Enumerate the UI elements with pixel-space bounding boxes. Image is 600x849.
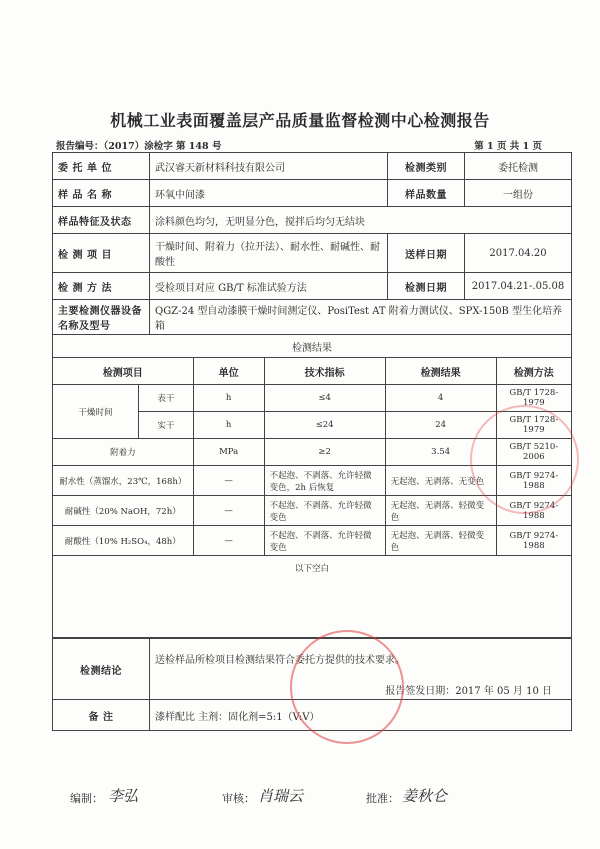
blank-note: 以下空白: [53, 556, 571, 638]
row-unit: h: [193, 412, 264, 439]
test-date-label: 检测日期: [388, 273, 465, 300]
sample-name-value: 环氧中间漆: [150, 180, 388, 207]
row-spec: ≤4: [264, 385, 385, 412]
compiled-by-signature: 李弘: [108, 787, 139, 805]
row-spec: 不起泡、不剥落、允许轻微变色: [264, 496, 385, 526]
send-date-value: 2017.04.20: [465, 234, 572, 273]
client-label: 委 托 单 位: [53, 153, 150, 180]
row-unit: —: [193, 466, 264, 496]
row-method: GB/T 9274-1988: [496, 496, 571, 526]
row-method: GB/T 1728-1979: [496, 412, 571, 439]
page-info: 第 1 页 共 1 页: [474, 141, 542, 152]
row-sub: 表干: [139, 385, 194, 412]
col-unit: 单位: [193, 358, 264, 385]
conclusion-label: 检测结论: [53, 639, 150, 700]
results-heading: 检测结果: [53, 335, 572, 358]
col-item: 检测项目: [53, 358, 193, 385]
row-unit: MPa: [193, 439, 264, 466]
test-type-value: 委托检测: [465, 153, 572, 180]
row-method: GB/T 9274-1988: [496, 466, 571, 496]
test-method-label: 检 测 方 法: [53, 273, 150, 300]
instrument-value: QGZ-24 型自动漆膜干燥时间测定仪、PosiTest AT 附着力测试仪、SPX-150B 型生化培养箱: [150, 300, 572, 335]
test-type-label: 检测类别: [388, 153, 465, 180]
col-result: 检测结果: [385, 358, 496, 385]
row-spec: 不起泡、不剥落、允许轻微变色，2h 后恢复: [264, 466, 385, 496]
test-items-value: 干燥时间、附着力（拉开法）、耐水性、耐碱性、耐酸性: [150, 234, 388, 273]
row-result: 3.54: [385, 439, 496, 466]
approved-by-signature: 姜秋仑: [402, 787, 448, 805]
row-unit: —: [193, 496, 264, 526]
row-spec: ≤24: [264, 412, 385, 439]
row-result: 24: [385, 412, 496, 439]
remark-value: 漆样配比 主剂：固化剂=5:1（V:V）: [150, 700, 572, 731]
approved-by-label: 批准：: [366, 792, 399, 805]
sample-feature-label: 样品特征及状态: [53, 207, 150, 234]
row-result: 无起泡、无剥落、轻微变色: [385, 496, 496, 526]
row-item: 耐酸性（10% H₂SO₄，48h）: [53, 526, 193, 556]
table-row: [53, 385, 571, 412]
report-number: 报告编号：（2017）涂检字 第 148 号: [56, 141, 222, 152]
row-item: 附着力: [53, 439, 193, 466]
client-value: 武汉睿天新材料科技有限公司: [150, 153, 388, 180]
row-item: 耐水性（蒸馏水，23℃，168h）: [53, 466, 193, 496]
inspection-seal-icon: [290, 630, 404, 744]
cross-page-seal-icon: [470, 405, 579, 514]
sample-name-label: 样 品 名 称: [53, 180, 150, 207]
conclusion-value: 送检样品所检项目检测结果符合委托方提供的技术要求。: [155, 655, 405, 666]
row-sub: 实干: [139, 412, 194, 439]
col-spec: 技术指标: [264, 358, 385, 385]
instrument-label: 主要检测仪器设备名称及型号: [53, 300, 150, 335]
compiled-by-label: 编制：: [70, 792, 103, 805]
reviewed-by-signature: 肖瑞云: [258, 787, 304, 805]
row-spec: ≥2: [264, 439, 385, 466]
row-result: 4: [385, 385, 496, 412]
row-result: 无起泡、无剥落、轻微变色: [385, 526, 496, 556]
table-row: [53, 526, 571, 556]
row-method: GB/T 5210-2006: [496, 439, 571, 466]
test-date-value: 2017.04.21-.05.08: [465, 273, 572, 300]
row-method: GB/T 9274-1988: [496, 526, 571, 556]
col-method: 检测方法: [496, 358, 571, 385]
row-method: GB/T 1728-1979: [496, 385, 571, 412]
test-items-label: 检 测 项 目: [53, 234, 150, 273]
send-date-label: 送样日期: [388, 234, 465, 273]
test-method-value: 受检项目对应 GB/T 标准试验方法: [150, 273, 388, 300]
row-item: 干燥时间: [53, 385, 139, 439]
row-result: 无起泡、无剥落、无变色: [385, 466, 496, 496]
row-unit: h: [193, 385, 264, 412]
issue-date: 报告签发日期：2017 年 05 月 10 日: [385, 686, 552, 697]
reviewed-by-label: 审核：: [222, 792, 255, 805]
row-spec: 不起泡、不剥落、允许轻微变色: [264, 526, 385, 556]
row-item: 耐碱性（20% NaOH，72h）: [53, 496, 193, 526]
sample-qty-label: 样品数量: [388, 180, 465, 207]
sample-feature-value: 涂料颜色均匀，无明显分色，搅拌后均匀无结块: [150, 207, 572, 234]
sample-qty-value: 一组份: [465, 180, 572, 207]
row-unit: —: [193, 526, 264, 556]
remark-label: 备 注: [53, 700, 150, 731]
report-title: 机械工业表面覆盖层产品质量监督检测中心检测报告: [110, 111, 490, 130]
